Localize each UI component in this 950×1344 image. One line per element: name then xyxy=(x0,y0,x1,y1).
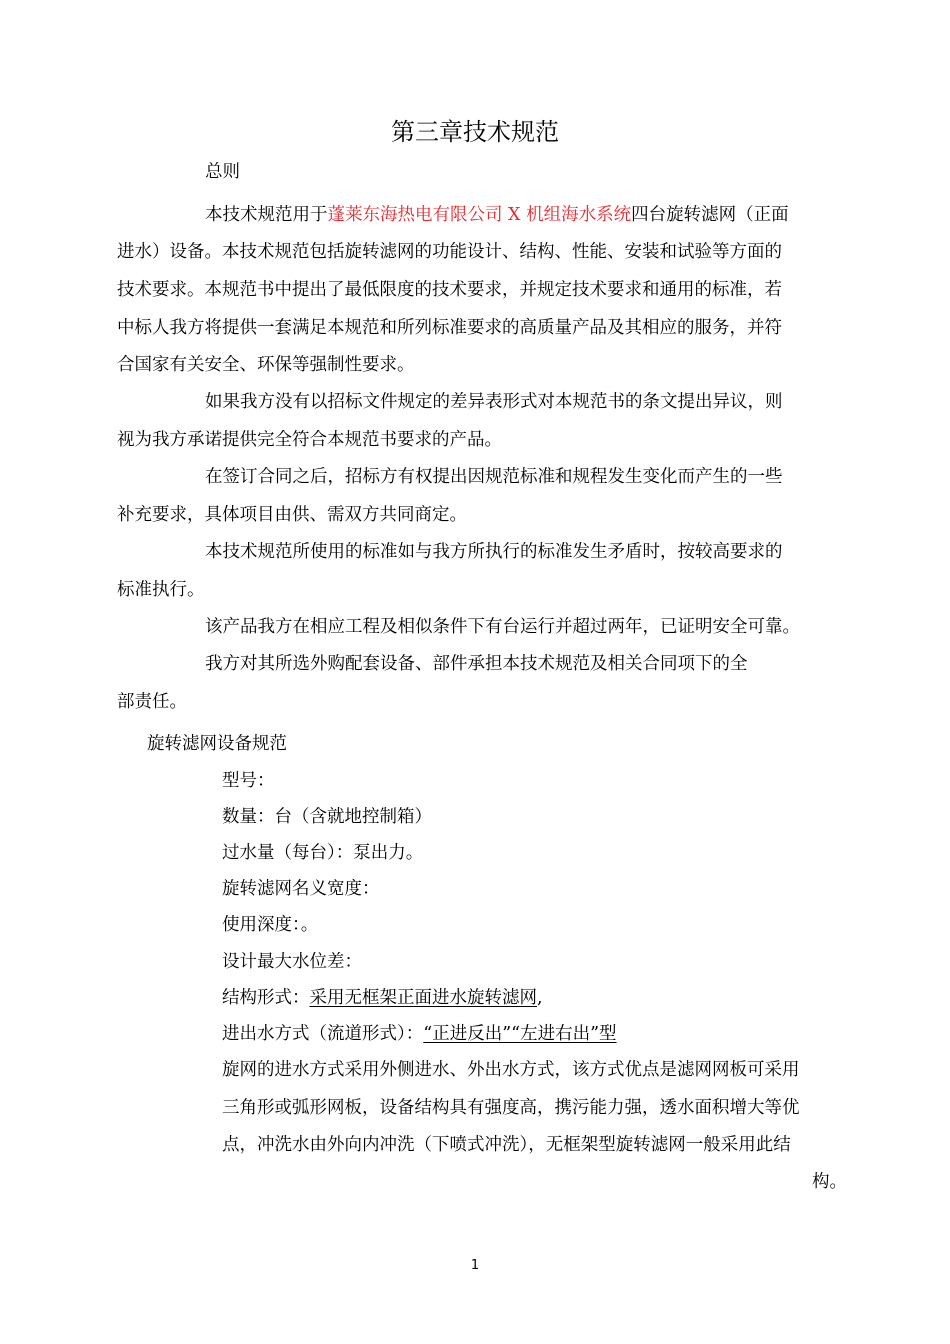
paragraph-1-line-1 xyxy=(205,203,789,227)
paragraph-4-line-2: 标准执行。 xyxy=(117,580,205,600)
spec-width: 旋转滤网名义宽度： xyxy=(222,879,380,899)
paragraph-1-line-2: 进水）设备。本技术规范包括旋转滤网的功能设计、结构、性能、安装和试验等方面的 xyxy=(117,242,782,262)
paragraph-1-line-3: 技术要求。本规范书中提出了最低限度的技术要求，并规定技术要求和通用的标准，若 xyxy=(117,280,782,300)
inout-label: 进出水方式（流道形式）： xyxy=(222,1024,424,1044)
desc-line-3: 点，冲洗水由外向内冲洗（下喷式冲洗），无框架型旋转滤网一般采用此结 xyxy=(222,1135,791,1155)
structure-value: 采用无框架正面进水旋转滤网 xyxy=(309,988,537,1008)
desc-line-1: 旋网的进水方式采用外侧进水、外出水方式，该方式优点是滤网网板可采用 xyxy=(222,1060,800,1080)
spec-depth: 使用深度：。 xyxy=(222,915,319,935)
paragraph-3-line-1: 在签订合同之后，招标方有权提出因规范标准和规程发生变化而产生的一些 xyxy=(205,467,783,487)
paragraph-1-line-4: 中标人我方将提供一套满足本规范和所列标准要求的高质量产品及其相应的服务，并符 xyxy=(117,318,782,338)
spec-heading: 旋转滤网设备规范 xyxy=(147,734,287,754)
paragraph-5: 该产品我方在相应工程及相似条件下有台运行并超过两年，已证明安全可靠。 xyxy=(205,617,800,637)
spec-model: 型号： xyxy=(222,771,275,791)
paragraph-6-line-1: 我方对其所选外购配套设备、部件承担本技术规范及相关合同项下的全 xyxy=(205,654,748,674)
paragraph-3-line-2: 补充要求，具体项目由供、需双方共同商定。 xyxy=(117,505,467,525)
general-heading: 总则 xyxy=(205,162,240,182)
project-name-highlight: 蓬莱东海热电有限公司 X 机组海水系统 xyxy=(327,205,632,225)
spec-flow: 过水量（每台）：泵出力。 xyxy=(222,843,424,863)
paragraph-6-line-2: 部责任。 xyxy=(117,692,187,712)
spec-max-water-diff: 设计最大水位差： xyxy=(222,952,362,972)
text-segment: 本技术规范用于 xyxy=(205,205,328,225)
paragraph-2-line-1: 如果我方没有以招标文件规定的差异表形式对本规范书的条文提出异议，则 xyxy=(205,392,783,412)
chapter-title: 第三章技术规范 xyxy=(391,118,559,146)
desc-line-4: 构。 xyxy=(812,1172,847,1192)
desc-line-2: 三角形或弧形网板，设备结构具有强度高，携污能力强，透水面积增大等优 xyxy=(222,1098,800,1118)
text-segment: 四台旋转滤网（正面 xyxy=(631,205,789,225)
spec-inout xyxy=(222,1022,617,1046)
paragraph-1-line-5: 合国家有关安全、环保等强制性要求。 xyxy=(117,355,415,375)
paragraph-4-line-1: 本技术规范所使用的标准如与我方所执行的标准发生矛盾时，按较高要求的 xyxy=(205,542,783,562)
structure-label: 结构形式： xyxy=(222,988,310,1008)
structure-tail: , xyxy=(537,988,543,1008)
spec-structure xyxy=(222,986,543,1010)
spec-quantity: 数量：台（含就地控制箱） xyxy=(222,807,432,827)
inout-value: “正进反出”“左进右出”型 xyxy=(423,1024,617,1044)
page-number: 1 xyxy=(470,1258,480,1273)
paragraph-2-line-2: 视为我方承诺提供完全符合本规范书要求的产品。 xyxy=(117,430,502,450)
